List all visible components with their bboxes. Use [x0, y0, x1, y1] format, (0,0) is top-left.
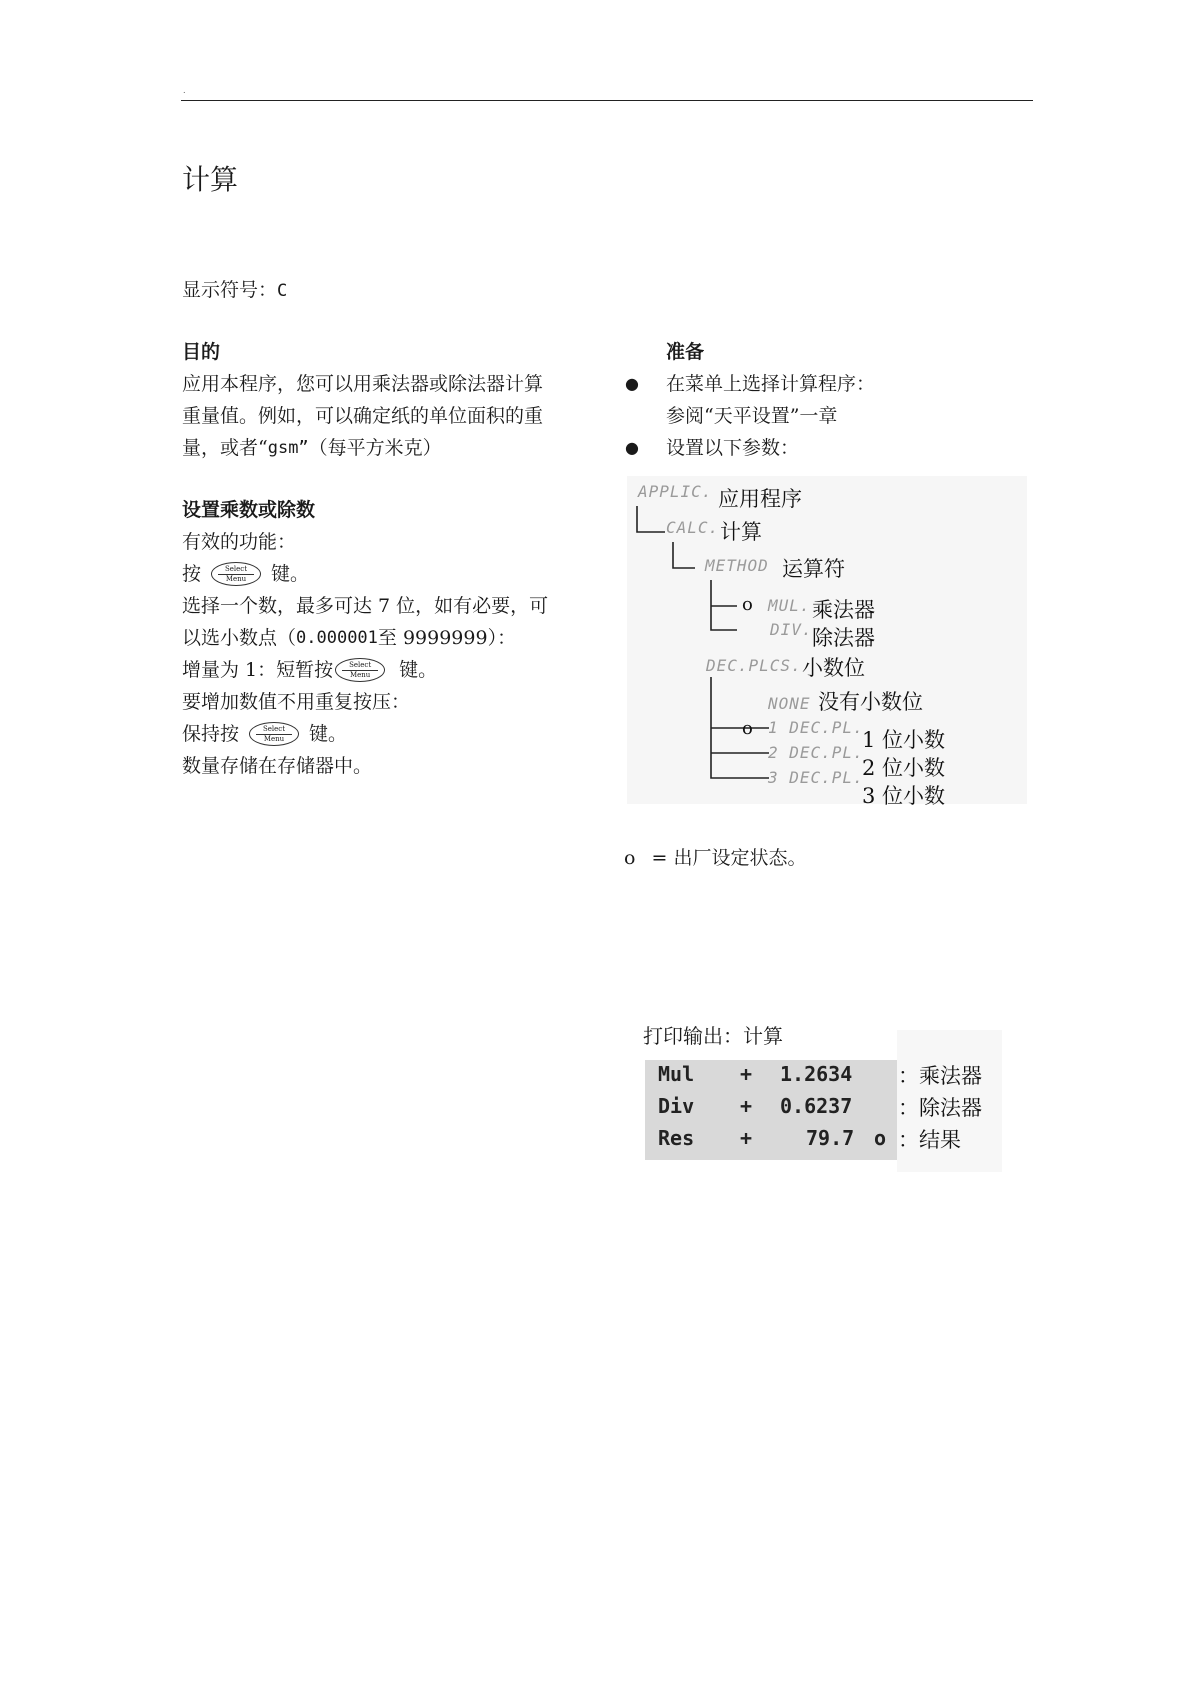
purpose-line-1: 应用本程序，您可以用乘法器或除法器计算 — [182, 373, 544, 395]
select-menu-key-icon: Select Menu — [211, 562, 261, 586]
printout-row-sign: + — [740, 1094, 753, 1118]
applic-code: APPLIC. — [638, 482, 713, 501]
none-code: NONE — [768, 694, 811, 713]
bullet-icon: ● — [625, 438, 639, 457]
dec2-label: 2 位小数 — [862, 756, 946, 780]
printout-row-mul — [658, 1062, 853, 1086]
increment-prefix: 增量为 1：短暂按 — [182, 659, 334, 681]
purpose-line-3-code: gsm” — [267, 438, 309, 458]
stored-line: 数量存储在存储器中。 — [182, 755, 373, 777]
printout-desc-mul: ：乘法器 — [898, 1064, 982, 1088]
preparation-item-2: 设置以下参数： — [666, 437, 800, 459]
purpose-line-3-text: 量，或者“ — [182, 437, 268, 459]
bullet-icon: ● — [625, 374, 639, 393]
set-factor-heading: 设置乘数或除数 — [182, 499, 316, 521]
printout-row-name: Mul — [658, 1062, 695, 1086]
dec1-code: 1 DEC.PL. — [768, 718, 864, 737]
printout-row-value: 1.2634 — [780, 1062, 853, 1086]
select-line-1: 选择一个数，最多可达 7 位，如有必要，可 — [182, 595, 549, 617]
method-code: METHOD — [705, 556, 769, 575]
hold-suffix: 键。 — [309, 723, 348, 745]
purpose-heading: 目的 — [182, 341, 221, 363]
printout-row-sign: + — [740, 1126, 753, 1150]
printout-row-name: Div — [658, 1094, 695, 1118]
preparation-item-1: 在菜单上选择计算程序： — [666, 373, 876, 395]
header-mark: . — [183, 86, 186, 95]
purpose-line-3-tail: （每平方米克） — [308, 437, 442, 459]
no-repeat-line: 要增加数值不用重复按压： — [182, 691, 411, 713]
hold-key-line — [182, 718, 592, 750]
mul-label: 乘法器 — [812, 598, 875, 622]
printout-row-res — [658, 1126, 887, 1150]
printout-row-name: Res — [658, 1126, 695, 1150]
mul-code: MUL. — [768, 596, 811, 615]
dec3-code: 3 DEC.PL. — [768, 768, 864, 787]
dec2-code: 2 DEC.PL. — [768, 743, 864, 762]
select-menu-key-icon: Select Menu — [335, 658, 385, 682]
printout-desc-res: ：结果 — [898, 1128, 961, 1152]
purpose-line-2: 重量值。例如，可以确定纸的单位面积的重 — [182, 405, 544, 427]
select-line-2-c: 至 9999999）： — [377, 627, 517, 649]
none-label: 没有小数位 — [818, 690, 923, 714]
dec1-default-mark: o — [742, 718, 753, 739]
header-rule — [181, 100, 1033, 101]
left-column — [182, 336, 592, 782]
div-label: 除法器 — [812, 626, 875, 650]
dec-plcs-code: DEC.PLCS. — [706, 656, 802, 675]
purpose-line-3 — [182, 432, 592, 464]
increment-suffix: 键。 — [399, 659, 438, 681]
applic-label: 应用程序 — [718, 487, 802, 511]
dec1-label: 1 位小数 — [862, 728, 946, 752]
printout-row-sign: + — [740, 1062, 753, 1086]
page-title: 计算 — [182, 163, 239, 196]
dec3-label: 3 位小数 — [862, 784, 946, 808]
printout-title: 打印输出：计算 — [643, 1024, 783, 1048]
increment-line — [182, 654, 592, 686]
display-symbol — [182, 274, 287, 307]
press-prefix: 按 — [182, 563, 202, 585]
calc-label: 计算 — [720, 520, 762, 544]
printout-desc-div: ：除法器 — [898, 1096, 982, 1120]
mul-default-mark: o — [742, 594, 753, 615]
printout-row-unit: o — [874, 1126, 887, 1150]
select-line-2 — [182, 622, 592, 654]
dec-plcs-label: 小数位 — [802, 656, 865, 680]
press-key-line — [182, 558, 592, 590]
hold-prefix: 保持按 — [182, 723, 240, 745]
legend-text: = 出厂设定状态。 — [651, 847, 807, 869]
legend-symbol: o — [624, 847, 636, 869]
legend — [624, 842, 806, 874]
select-menu-key-icon: Select Menu — [249, 722, 299, 746]
valid-functions: 有效的功能： — [182, 531, 297, 553]
div-code: DIV. — [770, 620, 813, 639]
printout-row-value: 79.7 — [806, 1126, 855, 1150]
select-line-2-b: 0.000001 — [296, 628, 378, 648]
method-label: 运算符 — [782, 557, 845, 581]
preparation-heading: 准备 — [666, 341, 705, 363]
printout-row-value: 0.6237 — [780, 1094, 853, 1118]
press-suffix: 键。 — [271, 563, 310, 585]
preparation-item-1-sub: 参阅“天平设置”一章 — [666, 405, 838, 427]
display-symbol-label: 显示符号： — [182, 279, 278, 301]
calc-code: CALC. — [666, 518, 720, 537]
display-symbol-value: C — [277, 281, 288, 301]
select-line-2-a: 以选小数点（ — [182, 627, 297, 649]
printout-row-div — [658, 1094, 853, 1118]
